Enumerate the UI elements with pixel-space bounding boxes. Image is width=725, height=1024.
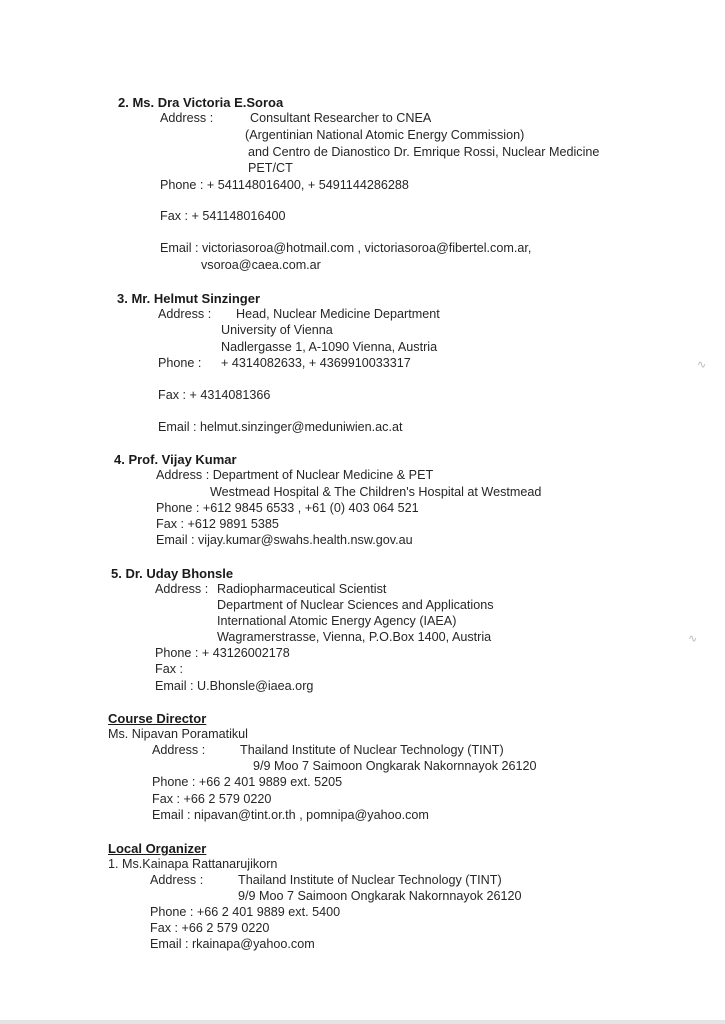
person-name: Ms. Nipavan Poramatikul	[108, 727, 248, 741]
address-line: Consultant Researcher to CNEA	[250, 111, 432, 125]
address-line: (Argentinian National Atomic Energy Commission)	[245, 128, 525, 142]
scan-mark: ∿	[697, 359, 707, 371]
address-label: Address :	[155, 582, 209, 596]
section-heading: Local Organizer	[108, 841, 207, 856]
fax-line: Fax : +66 2 579 0220	[152, 792, 272, 806]
email-line: Email : vijay.kumar@swahs.health.nsw.gov.au	[156, 533, 413, 547]
phone-line: Phone : + 541148016400, + 5491144286288	[160, 178, 409, 192]
contact-heading: 2. Ms. Dra Victoria E.Soroa	[118, 95, 284, 110]
address-label: Address :	[150, 873, 204, 887]
fax-line: Fax :	[155, 662, 183, 676]
scan-mark: ∿	[688, 633, 698, 645]
section-heading: Course Director	[108, 711, 207, 726]
address-line: Westmead Hospital & The Children's Hospital at Westmead	[210, 485, 542, 499]
email-line: Email : victoriasoroa@hotmail.com , victoriasoroa@fibertel.com.ar,	[160, 241, 532, 255]
email-line: Email : nipavan@tint.or.th , pomnipa@yahoo.com	[152, 808, 429, 822]
address-line: University of Vienna	[221, 323, 333, 337]
address-line: PET/CT	[248, 161, 293, 175]
scan-bottom-edge	[0, 1020, 725, 1024]
person-name: 1. Ms.Kainapa Rattanarujikorn	[108, 857, 278, 871]
address-label: Address :	[152, 743, 206, 757]
email-line: Email : rkainapa@yahoo.com	[150, 937, 315, 951]
contact-heading: 4. Prof. Vijay Kumar	[114, 452, 237, 467]
address-line: Department of Nuclear Sciences and Applications	[217, 598, 494, 612]
fax-line: Fax : +66 2 579 0220	[150, 921, 270, 935]
phone-line: Phone : +66 2 401 9889 ext. 5400	[150, 905, 341, 919]
address-line: International Atomic Energy Agency (IAEA)	[217, 614, 457, 628]
fax-line: Fax : + 541148016400	[160, 209, 286, 223]
phone-label: Phone :	[158, 356, 202, 370]
phone-value: + 4314082633, + 4369910033317	[221, 356, 411, 370]
contact-heading: 5. Dr. Uday Bhonsle	[111, 566, 234, 581]
phone-line: Phone : +66 2 401 9889 ext. 5205	[152, 775, 343, 789]
address-line: Radiopharmaceutical Scientist	[217, 582, 387, 596]
address-label: Address :	[158, 307, 212, 321]
address-line: Nadlergasse 1, A-1090 Vienna, Austria	[221, 340, 438, 354]
address-line: Head, Nuclear Medicine Department	[236, 307, 440, 321]
phone-line: Phone : + 43126002178	[155, 646, 290, 660]
email-line: vsoroa@caea.com.ar	[201, 258, 321, 272]
fax-line: Fax : +612 9891 5385	[156, 517, 279, 531]
address-line: 9/9 Moo 7 Saimoon Ongkarak Nakornnayok 26120	[238, 889, 522, 903]
email-line: Email : helmut.sinzinger@meduniwien.ac.at	[158, 420, 403, 434]
address-line: Thailand Institute of Nuclear Technology (TINT)	[240, 743, 504, 757]
contact-heading: 3. Mr. Helmut Sinzinger	[117, 291, 261, 306]
address-line: Address : Department of Nuclear Medicine & PET	[156, 468, 434, 482]
email-line: Email : U.Bhonsle@iaea.org	[155, 679, 314, 693]
address-label: Address :	[160, 111, 214, 125]
address-line: 9/9 Moo 7 Saimoon Ongkarak Nakornnayok 26120	[253, 759, 537, 773]
phone-line: Phone : +612 9845 6533 , +61 (0) 403 064 521	[156, 501, 419, 515]
address-line: Wagramerstrasse, Vienna, P.O.Box 1400, Austria	[217, 630, 492, 644]
fax-line: Fax : + 4314081366	[158, 388, 271, 402]
address-line: and Centro de Dianostico Dr. Emrique Rossi, Nuclear Medicine	[248, 145, 600, 159]
address-line: Thailand Institute of Nuclear Technology (TINT)	[238, 873, 502, 887]
